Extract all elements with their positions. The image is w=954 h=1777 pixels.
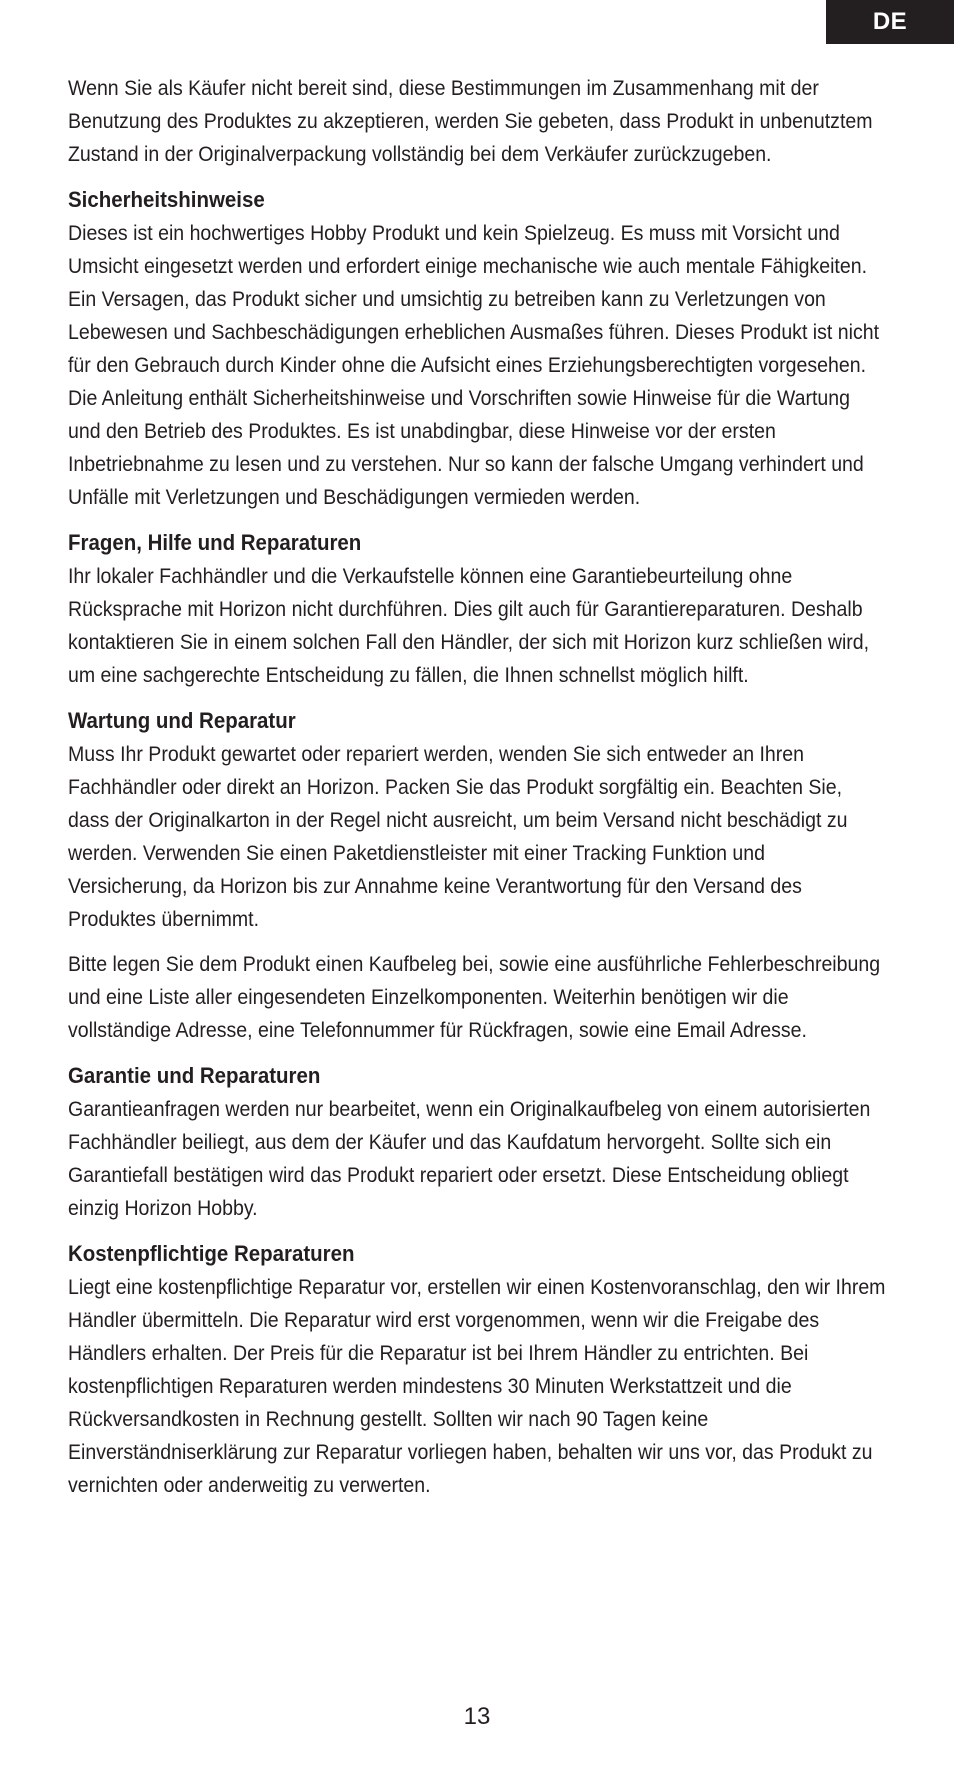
intro-paragraph: Wenn Sie als Käufer nicht bereit sind, diese Bestimmungen im Zusammenhang mit der Benutzung des Produktes zu akzeptieren, werden Sie gebeten, dass Produkt in unbenutztem Zustand in der Originalverpackung vollständig bei dem Verkäufer zurückzugeben. — [68, 77, 873, 166]
section-title: Garantie und Reparaturen — [68, 1063, 321, 1088]
section-title: Kostenpflichtige Reparaturen — [68, 1241, 355, 1266]
section-paragraph: Bitte legen Sie dem Produkt einen Kaufbeleg bei, sowie eine ausführliche Fehlerbeschreibung und eine Liste aller eingesendeten Einzelkomponenten. Weiterhin benötigen wir die vollständige Adresse, eine Telefonnummer für Rückfragen, sowie eine Email Adresse. — [68, 953, 881, 1042]
section-questions — [68, 526, 888, 692]
section-title: Wartung und Reparatur — [68, 708, 296, 733]
section-paragraph: Muss Ihr Produkt gewartet oder repariert werden, wenden Sie sich entweder an Ihren Fachhändler oder direkt an Horizon. Packen Sie das Produkt sorgfältig ein. Beachten Sie, dass der Originalkarton in der Regel nicht ausreicht, um beim Versand nicht beschädigt zu werden. Verwenden Sie einen Paketdienstleister mit einer Tracking Funktion und Versicherung, da Horizon bis zur Annahme keine Verantwortung für den Versand des Produktes übernimmt. — [68, 743, 848, 931]
language-tab-label: DE — [872, 8, 908, 35]
section-warranty — [68, 1059, 888, 1225]
section-title: Fragen, Hilfe und Reparaturen — [68, 530, 362, 555]
language-tab — [826, 0, 954, 44]
document-body — [68, 72, 888, 1514]
section-paragraph: Dieses ist ein hochwertiges Hobby Produkt und kein Spielzeug. Es muss mit Vorsicht und Umsicht eingesetzt werden und erfordert einige mechanische wie auch mentale Fähigkeiten. Ein Versagen, das Produkt sicher und umsichtig zu betreiben kann zu Verletzungen von Lebewesen und Sachbeschädigungen erheblichen Ausmaßes führen. Dieses Produkt ist nicht für den Gebrauch durch Kinder ohne die Aufsicht eines Erziehungsberechtigten vorgesehen. Die Anleitung enthält Sicherheitshinweise und Vorschriften sowie Hinweise für die Wartung und den Betrieb des Produktes. Es ist unabdingbar, diese Hinweise vor der ersten Inbetriebnahme zu lesen und zu verstehen. Nur so kann der falsche Umgang verhindert und Unfälle mit Verletzungen und Beschädigungen vermieden werden. — [68, 222, 880, 509]
section-safety — [68, 183, 888, 514]
page-number: 13 — [463, 1703, 491, 1730]
section-title: Sicherheitshinweise — [68, 187, 265, 212]
section-paragraph: Liegt eine kostenpflichtige Reparatur vor, erstellen wir einen Kostenvoranschlag, den wir Ihrem Händler übermitteln. Die Reparatur wird erst vorgenommen, wenn wir die Freigabe des Händlers erhalten. Der Preis für die Reparatur ist bei Ihrem Händler zu entrichten. Bei kostenpflichtigen Reparaturen werden mindestens 30 Minuten Werkstattzeit und die Rückversandkosten in Rechnung gestellt. Sollten wir nach 90 Tagen keine Einverständniserklärung zur Reparatur vorliegen haben, behalten wir uns vor, das Produkt zu vernichten oder anderweitig zu verwerten. — [68, 1276, 886, 1497]
section-paragraph: Garantieanfragen werden nur bearbeitet, wenn ein Originalkaufbeleg von einem autorisierten Fachhändler beiliegt, aus dem der Käufer und das Kaufdatum hervorgeht. Sollte sich ein Garantiefall bestätigen wird das Produkt repariert oder ersetzt. Diese Entscheidung obliegt einzig Horizon Hobby. — [68, 1098, 871, 1220]
section-maintenance — [68, 704, 888, 1047]
section-paragraph: Ihr lokaler Fachhändler und die Verkaufstelle können eine Garantiebeurteilung ohne Rücksprache mit Horizon nicht durchführen. Dies gilt auch für Garantiereparaturen. Deshalb kontaktieren Sie in einem solchen Fall den Händler, der sich mit Horizon kurz schließen wird, um eine sachgerechte Entscheidung zu fällen, die Ihnen schnellst möglich hilft. — [68, 565, 870, 687]
section-paid-repairs — [68, 1237, 888, 1502]
